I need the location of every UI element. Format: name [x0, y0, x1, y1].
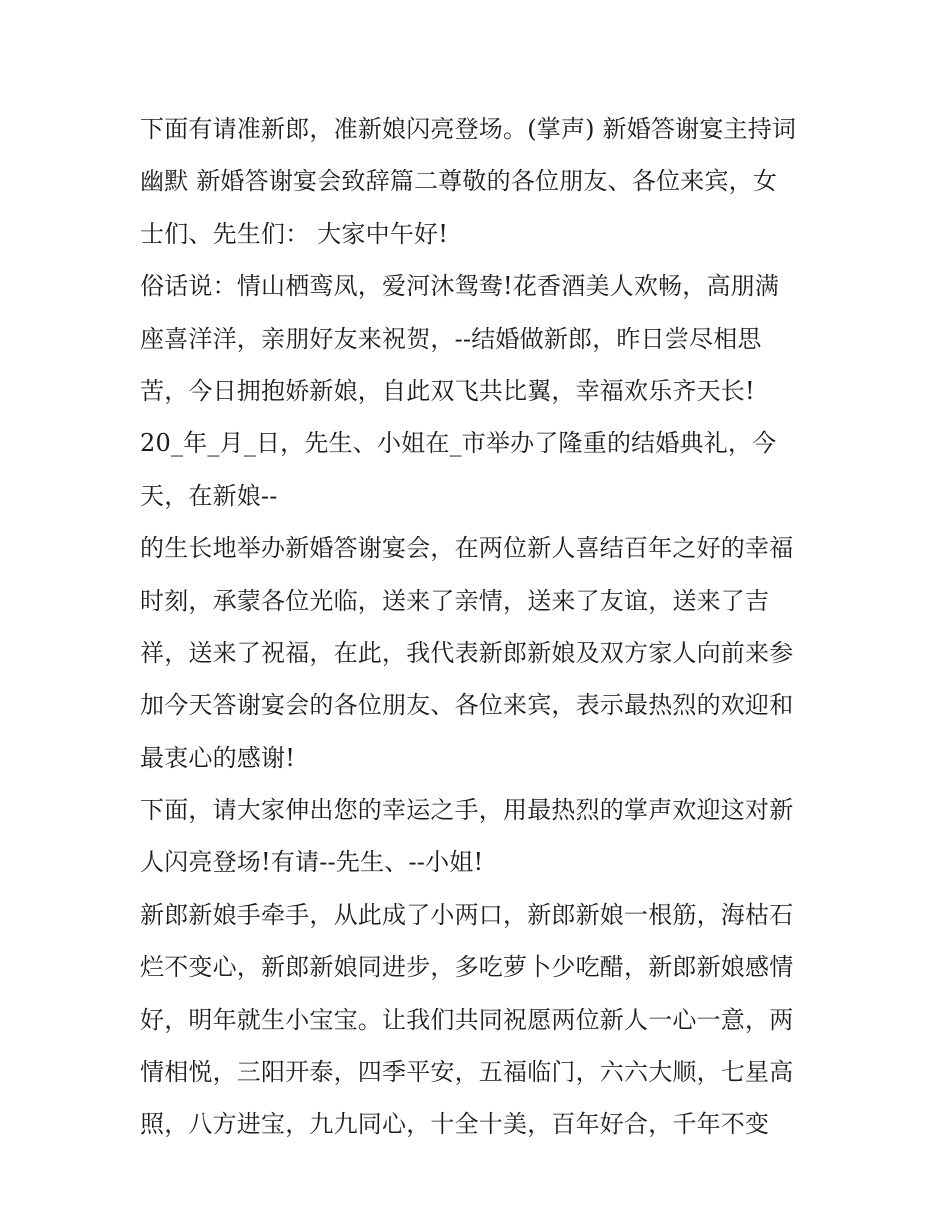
text-line: 下面有请准新郎，准新娘闪亮登场。(掌声) 新婚答谢宴主持词	[140, 115, 797, 143]
text-line: 下面，请大家伸出您的幸运之手，用最热烈的掌声欢迎这对新	[140, 796, 794, 825]
text-line: 幽默 新婚答谢宴会致辞篇二尊敬的各位朋友、各位来宾，女	[140, 167, 778, 196]
text-line: 好，明年就生小宝宝。让我们共同祝愿两位新人一心一意，两	[140, 1005, 794, 1034]
text-line: 时刻，承蒙各位光临，送来了亲情，送来了友谊，送来了吉	[140, 586, 770, 615]
text-line: 的生长地举办新婚答谢宴会，在两位新人喜结百年之好的幸福	[140, 534, 794, 563]
text-line: 情相悦，三阳开泰，四季平安，五福临门，六六大顺，七星高	[140, 1058, 794, 1087]
text-line: 最衷心的感谢!	[140, 743, 296, 772]
text-line: 新郎新娘手牵手，从此成了小两口，新郎新娘一根筋，海枯石	[140, 900, 794, 929]
text-line: 照，八方进宝，九九同心，十全十美，百年好合，千年不变	[140, 1110, 770, 1139]
text-line: 俗话说：情山栖鸾凤，爱河沐鸳鸯!花香酒美人欢畅，高朋满	[140, 272, 780, 301]
document-body-text	[140, 103, 820, 1151]
text-line: 祥，送来了祝福，在此，我代表新郎新娘及双方家人向前来参	[140, 638, 794, 667]
text-line: 天，在新娘--	[140, 481, 278, 510]
text-line: 人闪亮登场!有请--先生、--小姐!	[140, 848, 484, 877]
text-line: 烂不变心，新郎新娘同进步，多吃萝卜少吃醋，新郎新娘感情	[140, 953, 794, 982]
text-line: 苦，今日拥抱娇新娘，自此双飞共比翼，幸福欢乐齐天长!	[140, 376, 755, 405]
text-line: 20_年_月_日，先生、小姐在_市举办了隆重的结婚典礼，今	[140, 429, 777, 458]
text-line: 加今天答谢宴会的各位朋友、各位来宾，表示最热烈的欢迎和	[140, 691, 794, 720]
text-line: 士们、先生们： 大家中午好!	[140, 219, 449, 248]
text-line: 座喜洋洋，亲朋好友来祝贺，--结婚做新郎，昨日尝尽相思	[140, 324, 762, 353]
